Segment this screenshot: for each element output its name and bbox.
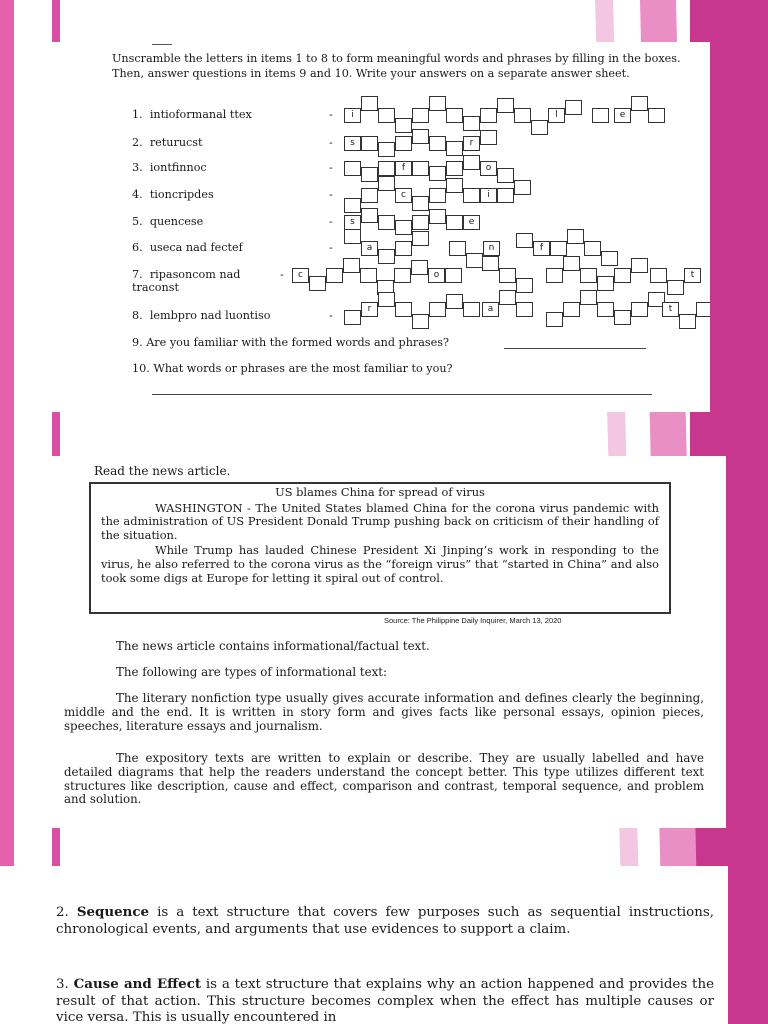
letter-box[interactable] bbox=[344, 198, 361, 213]
letter-box[interactable] bbox=[614, 268, 631, 283]
letter-box[interactable]: s bbox=[344, 215, 361, 230]
structures-page bbox=[0, 866, 728, 1024]
letter-box[interactable] bbox=[514, 108, 531, 123]
letter-box[interactable] bbox=[614, 310, 631, 325]
letter-box[interactable] bbox=[516, 233, 533, 248]
dash-1: - bbox=[329, 108, 333, 121]
letter-box[interactable] bbox=[631, 258, 648, 273]
letter-box[interactable] bbox=[412, 215, 429, 230]
letter-box[interactable] bbox=[679, 314, 696, 329]
item-1: 1. intioformanal ttex bbox=[132, 108, 252, 121]
letter-box[interactable]: r bbox=[361, 302, 378, 317]
letter-box[interactable] bbox=[394, 268, 411, 283]
letter-box[interactable]: l bbox=[548, 108, 565, 123]
letter-box[interactable] bbox=[361, 208, 378, 223]
letter-box[interactable]: o bbox=[428, 268, 445, 283]
item-3: 3. iontfinnoc bbox=[132, 161, 207, 174]
letter-box[interactable]: r bbox=[463, 136, 480, 151]
letter-box[interactable] bbox=[378, 292, 395, 307]
letter-box[interactable] bbox=[546, 268, 563, 283]
question-9: 9. Are you familiar with the formed words and phrases? bbox=[132, 336, 450, 349]
letter-box[interactable] bbox=[499, 268, 516, 283]
letter-box[interactable] bbox=[429, 209, 446, 224]
letter-box[interactable] bbox=[497, 98, 514, 113]
letter-box[interactable] bbox=[597, 302, 614, 317]
letter-box[interactable]: e bbox=[463, 215, 480, 230]
dash-4: - bbox=[329, 188, 333, 201]
letter-box[interactable] bbox=[412, 314, 429, 329]
letter-box[interactable] bbox=[449, 241, 466, 256]
article-title: US blames China for spread of virus bbox=[275, 485, 485, 499]
letter-box[interactable] bbox=[446, 215, 463, 230]
paragraph-contains: The news article contains informational/factual text. bbox=[116, 639, 430, 653]
letter-box[interactable] bbox=[429, 302, 446, 317]
dash-6: - bbox=[329, 241, 333, 254]
dash-2: - bbox=[329, 136, 333, 149]
top-mark bbox=[152, 44, 172, 45]
letter-box[interactable]: f bbox=[395, 161, 412, 176]
letter-box[interactable] bbox=[592, 108, 609, 123]
letter-box[interactable] bbox=[696, 302, 710, 317]
letter-box[interactable] bbox=[546, 312, 563, 327]
letter-box[interactable] bbox=[412, 161, 429, 176]
dash-5: - bbox=[329, 215, 333, 228]
item-8: 8. lembpro nad luontiso bbox=[132, 309, 271, 322]
reading-heading: Read the news article. bbox=[94, 464, 231, 478]
letter-box[interactable] bbox=[567, 229, 584, 244]
letter-box[interactable] bbox=[463, 155, 480, 170]
letter-box[interactable] bbox=[446, 178, 463, 193]
letter-box[interactable] bbox=[429, 166, 446, 181]
article-paragraph-2: While Trump has lauded Chinese President Xi Jinping’s work in responding to the virus, he also referred to the corona virus as the “foreign virus” that “started in China” and also took some digs at Europe for letting it spiral out of control. bbox=[101, 543, 659, 585]
letter-box[interactable] bbox=[446, 108, 463, 123]
letter-box[interactable] bbox=[531, 120, 548, 135]
letter-box[interactable]: s bbox=[344, 136, 361, 151]
letter-box[interactable] bbox=[326, 268, 343, 283]
letter-box[interactable] bbox=[343, 258, 360, 273]
letter-box[interactable] bbox=[650, 268, 667, 283]
letter-box[interactable] bbox=[395, 220, 412, 235]
letter-box[interactable] bbox=[648, 108, 665, 123]
letter-box[interactable] bbox=[378, 161, 395, 176]
letter-box[interactable] bbox=[412, 108, 429, 123]
item-5: 5. quencese bbox=[132, 215, 204, 228]
worksheet-page bbox=[52, 42, 710, 412]
letter-box[interactable] bbox=[411, 260, 428, 275]
letter-box[interactable]: t bbox=[662, 302, 679, 317]
letter-box[interactable] bbox=[497, 188, 514, 203]
letter-box[interactable] bbox=[395, 136, 412, 151]
letter-box[interactable] bbox=[446, 161, 463, 176]
cause-effect-term: Cause and Effect bbox=[73, 976, 202, 992]
letter-box[interactable] bbox=[563, 256, 580, 271]
dash-3: - bbox=[329, 161, 333, 174]
letter-box[interactable] bbox=[361, 96, 378, 111]
letter-box[interactable] bbox=[395, 302, 412, 317]
letter-box[interactable] bbox=[565, 100, 582, 115]
letter-box[interactable] bbox=[360, 268, 377, 283]
letter-box[interactable]: i bbox=[480, 188, 497, 203]
letter-box[interactable] bbox=[667, 280, 684, 295]
letter-box[interactable]: o bbox=[480, 161, 497, 176]
letter-box[interactable]: c bbox=[395, 188, 412, 203]
worksheet-instructions: Unscramble the letters in items 1 to 8 to form meaningful words and phrases by filling in the boxes. Then, answer questions in items 9 and 10. Write your answers on a separate answer sheet. bbox=[112, 52, 681, 80]
letter-box[interactable] bbox=[361, 167, 378, 182]
paragraph-literary: The literary nonfiction type usually gives accurate information and defines clearly the beginning, middle and the end. It is written in story form and gives facts like personal essays, opinion pieces, speeches, literature essays and journalism. bbox=[64, 691, 704, 733]
letter-box[interactable] bbox=[344, 310, 361, 325]
dash-7: - bbox=[280, 268, 284, 281]
sequence-term: Sequence bbox=[76, 904, 150, 920]
letter-box[interactable] bbox=[378, 176, 395, 191]
answer-line-9[interactable] bbox=[504, 348, 646, 349]
news-article-box bbox=[89, 482, 671, 614]
letter-box[interactable] bbox=[429, 188, 446, 203]
letter-box[interactable] bbox=[446, 294, 463, 309]
structure-cause-effect: 3. Cause and Effect is a text structure that explains why an action happened and provides the result of that action. This structure becomes complex when the effect has multiple causes or vice versa. This is usually encountered in bbox=[56, 976, 714, 1024]
letter-box[interactable] bbox=[482, 256, 499, 271]
letter-box[interactable] bbox=[412, 129, 429, 144]
letter-box[interactable] bbox=[516, 302, 533, 317]
letter-box[interactable] bbox=[466, 253, 483, 268]
letter-box[interactable]: c bbox=[292, 268, 309, 283]
item-2: 2. returucst bbox=[132, 136, 203, 149]
letter-box[interactable] bbox=[309, 276, 326, 291]
letter-box[interactable] bbox=[580, 290, 597, 305]
paragraph-expository: The expository texts are written to explain or describe. They are usually labelled and have detailed diagrams that help the readers understand the concept better. This type utilizes different text structures like description, cause and effect, comparison and contrast, temporal sequence, and problem and solution. bbox=[64, 751, 704, 807]
letter-box[interactable] bbox=[550, 241, 567, 256]
letter-box[interactable] bbox=[344, 229, 361, 244]
dash-8: - bbox=[329, 309, 333, 322]
letter-box[interactable] bbox=[344, 161, 361, 176]
article-source: Source: The Philippine Daily Inquirer, March 13, 2020 bbox=[384, 616, 562, 625]
letter-box[interactable] bbox=[597, 276, 614, 291]
letter-box[interactable]: i bbox=[344, 108, 361, 123]
item-4: 4. tioncripdes bbox=[132, 188, 214, 201]
white-band-left bbox=[0, 0, 52, 866]
letter-box[interactable] bbox=[378, 215, 395, 230]
letter-box[interactable] bbox=[378, 142, 395, 157]
letter-box[interactable] bbox=[463, 302, 480, 317]
paragraph-types: The following are types of informational text: bbox=[116, 665, 388, 679]
letter-box[interactable] bbox=[412, 231, 429, 246]
letter-box[interactable] bbox=[378, 249, 395, 264]
letter-box[interactable] bbox=[480, 108, 497, 123]
item-6: 6. useca nad fectef bbox=[132, 241, 243, 254]
letter-box[interactable]: a bbox=[482, 302, 499, 317]
answer-line-10[interactable] bbox=[152, 394, 652, 395]
letter-box[interactable] bbox=[601, 251, 618, 266]
letter-box[interactable] bbox=[514, 180, 531, 195]
letter-box[interactable]: f bbox=[533, 241, 550, 256]
structure-sequence: 2. Sequence is a text structure that covers few purposes such as sequential instructions, chronological events, and arguments that use evidences to support a claim. bbox=[56, 904, 714, 937]
letter-box[interactable] bbox=[378, 108, 395, 123]
letter-box[interactable]: a bbox=[361, 241, 378, 256]
question-10: 10. What words or phrases are the most familiar to you? bbox=[132, 362, 453, 375]
reading-page bbox=[52, 456, 726, 828]
letter-box[interactable] bbox=[463, 116, 480, 131]
article-paragraph-1: WASHINGTON - The United States blamed China for the corona virus pandemic with the administration of US President Donald Trump pushing back on criticism of their handling of the situation. bbox=[101, 500, 659, 542]
letter-box[interactable] bbox=[480, 130, 497, 145]
letter-box[interactable] bbox=[429, 96, 446, 111]
letter-box[interactable] bbox=[631, 96, 648, 111]
letter-box[interactable] bbox=[361, 136, 378, 151]
letter-box[interactable]: t bbox=[684, 268, 701, 283]
letter-box[interactable]: n bbox=[483, 241, 500, 256]
letter-box[interactable] bbox=[497, 168, 514, 183]
letter-box[interactable] bbox=[580, 268, 597, 283]
letter-box[interactable] bbox=[395, 241, 412, 256]
letter-box[interactable]: e bbox=[614, 108, 631, 123]
letter-box[interactable] bbox=[446, 141, 463, 156]
letter-box[interactable] bbox=[563, 302, 580, 317]
letter-box[interactable] bbox=[584, 241, 601, 256]
letter-box[interactable] bbox=[516, 278, 533, 293]
letter-box[interactable] bbox=[631, 302, 648, 317]
letter-box[interactable] bbox=[499, 290, 516, 305]
letter-box[interactable] bbox=[429, 136, 446, 151]
letter-box[interactable] bbox=[361, 188, 378, 203]
letter-box[interactable] bbox=[445, 268, 462, 283]
letter-box[interactable] bbox=[412, 196, 429, 211]
item-7: 7. ripasoncom nad traconst bbox=[132, 268, 241, 294]
letter-box[interactable] bbox=[395, 118, 412, 133]
letter-box[interactable] bbox=[463, 188, 480, 203]
